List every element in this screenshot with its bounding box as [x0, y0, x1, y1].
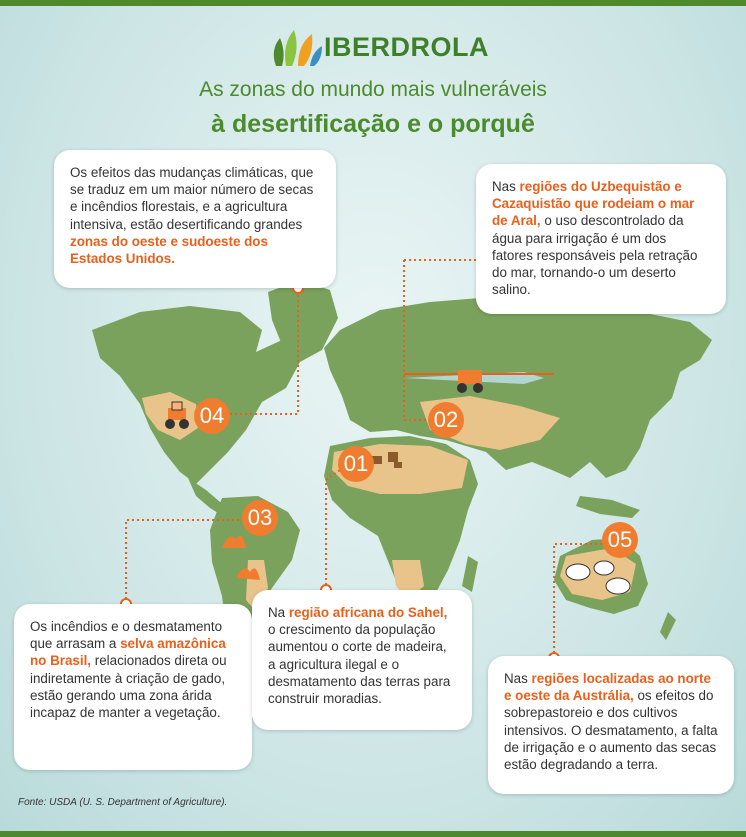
madagascar-shape: [462, 556, 478, 592]
card-sahel-text-after: o crescimento da população aumentou o corte de madeira, a agricultura ilegal e o desmatamento das terras para construir moradias.: [268, 622, 451, 707]
card-usa-highlight: zonas do oeste e sudoeste dos Estados Unidos.: [70, 233, 268, 267]
sea-islands-shape: [576, 496, 640, 518]
marker-04: 04: [194, 398, 230, 434]
leaf-logo-icon: [268, 24, 324, 68]
brand-logo: [268, 24, 489, 68]
card-brazil-text: Os incêndios e o desmatamento que arrasam a: [30, 619, 223, 652]
card-aral: [476, 164, 726, 314]
card-brazil-text-after: relacionados direta ou indiretamente à criação de gado, estão gerando uma zona árida incapaz de manter a vegetação.: [30, 653, 227, 721]
card-aral-text: Nas: [492, 179, 520, 194]
card-usa: [54, 150, 336, 288]
card-brazil-highlight: selva amazônica no Brasil,: [30, 636, 226, 669]
marker-05: 05: [602, 522, 638, 558]
card-brazil: [14, 604, 252, 770]
bottom-bar: [0, 831, 746, 837]
card-australia-text: Nas: [504, 671, 532, 686]
card-sahel-highlight: região africana do Sahel,: [288, 605, 448, 620]
source-note: Fonte: USDA (U. S. Department of Agriculture).: [18, 797, 228, 808]
north-america-shape: [92, 306, 300, 484]
card-australia-text-after: os efeitos do sobrepastoreio e dos cultivos intensivos. O desmatamento, a falta de irrigação e o aumento das secas estão degradando a terra.: [504, 688, 718, 773]
brand-name: IBERDROLA: [324, 32, 489, 62]
title-line-1: As zonas do mundo mais vulneráveis: [199, 78, 547, 101]
new-zealand-shape: [660, 612, 676, 640]
card-aral-text-after: o uso descontrolado da água para irrigação é um dos fatores responsáveis pela retração do mar, tornando-o um deserto salino.: [492, 213, 698, 298]
card-sahel: [252, 590, 472, 730]
marker-02: 02: [428, 402, 464, 438]
card-sahel-text: Na: [268, 605, 289, 620]
marker-03: 03: [242, 500, 278, 536]
title-line-2: à desertificação e o porquê: [211, 110, 535, 138]
card-australia: [488, 656, 734, 794]
card-australia-highlight: regiões localizadas ao norte e oeste da Austrália,: [504, 671, 711, 704]
card-usa-text: Os efeitos das mudanças climáticas, que se traduz em um maior número de secas e incêndios florestais, e a agricultura intensiva, estão desertificando grandes: [70, 165, 314, 232]
card-aral-highlight: regiões do Uzbequistão e Cazaquistão que rodeiam o mar de Aral,: [492, 179, 695, 229]
marker-01: 01: [338, 446, 374, 482]
